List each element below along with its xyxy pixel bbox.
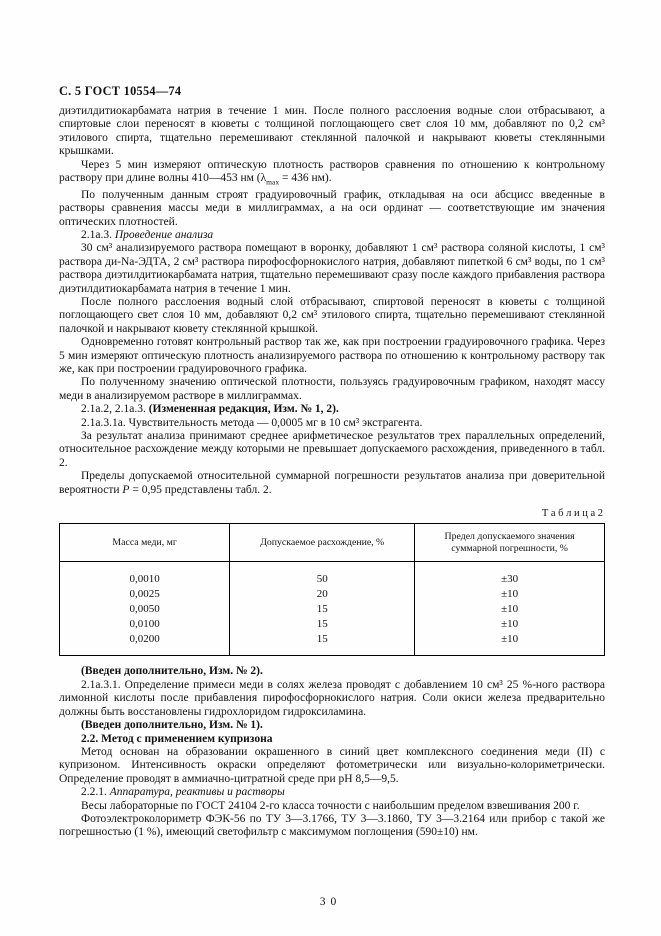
table-label: Т а б л и ц а 2 <box>541 508 603 520</box>
paragraph-result-average <box>59 430 605 470</box>
paragraph-error-limits <box>59 470 605 497</box>
limits-table <box>59 523 605 656</box>
section-heading-2-1a-3 <box>59 229 605 242</box>
limits-table-head <box>60 524 605 562</box>
table-cell: 0,0050 <box>60 602 230 617</box>
table-header-cell: Предел допускаемого значения суммарной погрешности, % <box>415 524 605 562</box>
document-body <box>59 105 605 840</box>
text-run: Весы лабораторные по ГОСТ 24104 2-го класса точности с наибольшим пределом взвешивания 200 г. <box>81 799 580 812</box>
table-cell: ±10 <box>415 632 605 656</box>
paragraph-iron-salts <box>59 679 605 719</box>
paragraph-copper-mass <box>59 376 605 403</box>
text-run: 2.1а.3.1а. Чувствительность метода — 0,0005 мг в 10 см³ экстрагента. <box>81 416 423 429</box>
table-row <box>60 602 605 617</box>
table-cell: ±10 <box>415 617 605 632</box>
page-number: 30 <box>319 896 342 908</box>
limits-table-body <box>60 562 605 656</box>
text-run: По полученному значению оптической плотности, пользуясь градуировочным графиком, находят массу меди в анализируемом растворе в миллиграммах. <box>59 376 605 402</box>
paragraph-calibration-graph <box>59 189 605 229</box>
text-run: По полученным данным строят градуировочный график, откладывая на оси абсцисс введенные в растворы сравнения массы меди в миллиграммах, а на оси ординат — соответствующие им значения оптических плотностей. <box>59 188 605 228</box>
paragraph-optical-density <box>59 159 605 189</box>
text-run: 2.1а.3. <box>81 228 115 241</box>
paragraph-analysis-procedure <box>59 242 605 296</box>
table-cell: 0,0100 <box>60 617 230 632</box>
paragraph-lab-scales <box>59 800 605 813</box>
text-run: За результат анализа принимают среднее арифметическое результатов трех параллельных определений, относительное расхождение между которыми не превышает допускаемого расхождения, приведенного в табл. 2. <box>59 430 605 469</box>
table-cell: ±10 <box>415 602 605 617</box>
text-run: Р <box>122 483 130 496</box>
table-wrap <box>59 523 605 656</box>
text-run: (Введен дополнительно, Изм. № 1). <box>81 719 263 732</box>
text-run: (Измененная редакция, Изм. № 1, 2). <box>148 403 339 416</box>
table-cell: 50 <box>230 562 415 588</box>
paragraph-amendment-note <box>59 403 605 416</box>
table-header-row <box>60 524 605 562</box>
table-cell: ±10 <box>415 587 605 602</box>
table-header-cell: Допускаемое расхождение, % <box>230 524 415 562</box>
table-cell: 0,0200 <box>60 632 230 656</box>
page-header: С. 5 ГОСТ 10554—74 <box>59 84 182 98</box>
paragraph-control-solution <box>59 336 605 376</box>
paragraph-introduced-note-1 <box>59 719 605 732</box>
table-cell: 20 <box>230 587 415 602</box>
table-cell: 15 <box>230 617 415 632</box>
text-run: (Введен дополнительно, Изм. № 2). <box>81 665 263 678</box>
paragraphs-before <box>59 105 605 497</box>
paragraph-layer-separation <box>59 296 605 336</box>
paragraph-introduced-note-2 <box>59 665 605 678</box>
paragraphs-after <box>59 665 605 839</box>
paragraph-sensitivity <box>59 417 605 430</box>
section-heading-2-2-1 <box>59 786 605 799</box>
text-run: max <box>266 177 280 187</box>
text-run: Аппаратура, реактивы и растворы <box>109 786 285 799</box>
text-run: Проведение анализа <box>114 228 214 241</box>
text-run: Фотоэлектроколориметр ФЭК-56 по ТУ 3—3.1766, ТУ 3—3.1860, ТУ 3—3.2164 или прибор с такой же погрешностью (1 %), имеющий светофильтр с максимумом поглощения (590±10) нм. <box>59 812 605 839</box>
table-cell: 0,0010 <box>60 562 230 588</box>
table-cell: ±30 <box>415 562 605 588</box>
table-row <box>60 587 605 602</box>
table-row <box>60 562 605 588</box>
table-cell: 0,0025 <box>60 587 230 602</box>
table-row <box>60 632 605 656</box>
text-run: Одновременно готовят контрольный раствор так же, как при построении градуировочного графика. Через 5 мин измеряют оптическую плотность анализируемого раствора по отношению к контрольному раствору так же, как при построении градуировочного графика. <box>59 336 605 376</box>
text-run: 30 см³ анализируемого раствора помещают в воронку, добавляют 1 см³ раствора соляной кислоты, 1 см³ раствора ди-Na-ЭДТА, 2 см³ раствора пирофосфорнокислого натрия, добавляют пипеткой 6 см³ воды, по 1 см³ раствора диэтилдитиокарбамата натрия, тщательно перемешивают сразу после каждого прибавления раствора диэтилдитиокарбамата натрия в течение 1 мин. <box>59 242 605 295</box>
table-cell: 15 <box>230 602 415 617</box>
text-run: = 0,95 представлены табл. 2. <box>129 483 272 496</box>
table-cell: 15 <box>230 632 415 656</box>
text-run: 2.1а.3.1. Определение примеси меди в солях железа проводят с добавлением 10 см³ 25 %-ного раствора лимонной кислоты после прибавления пирофосфорнокислого натрия. Соли окиси железа предварительно должны быть восстановлены гидрохлоридом гидроксиламина. <box>59 678 605 718</box>
text-run: После полного расслоения водный слой отбрасывают, спиртовой переносят в кюветы с толщиной поглощающего свет слоя 10 мм, добавляют 0,2 см³ этилового спирта, тщательно перемешивают стеклянной палочкой и накрывают кювету стеклянной крышкой. <box>59 295 605 335</box>
text-run: 2.2. Метод с применением купризона <box>81 732 273 745</box>
text-run: диэтилдитиокарбамата натрия в течение 1 мин. После полного расслоения водные слои отбрасывают, а спиртовые слои переносят в кюветы с толщиной поглощающего свет слоя 10 мм, добавляют по 0,2 см³ этилового спирта, тщательно перемешивают стеклянной палочкой и накрывают кюветы стеклянными крышками. <box>59 105 605 158</box>
table-header-cell: Масса меди, мг <box>60 524 230 562</box>
text-run: 2.2.1. <box>81 786 110 799</box>
continuation-paragraph <box>59 105 605 159</box>
paragraph-cuprizone-method <box>59 746 605 786</box>
text-run: Метод основан на образовании окрашенного в синий цвет комплексного соединения меди (II) с купризоном. Интенсивность окраски определяют фотометрически или визуально-колориметрически. Определение проводят в аммиачно-цитратной среде при рН 8,5—9,5. <box>59 745 605 785</box>
paragraph-photocolorimeter <box>59 813 605 840</box>
text-run: Через 5 мин измеряют оптическую плотность растворов сравнения по отношению к контрольному раствору при длине волны 410—453 нм (λ <box>59 158 605 185</box>
section-heading-2-2 <box>59 733 605 746</box>
text-run: = 436 нм). <box>279 172 332 185</box>
text-run: 2.1а.2, 2.1а.3. <box>81 403 149 416</box>
text-run: Пределы допускаемой относительной суммарной погрешности результатов анализа при доверительной вероятности <box>59 470 605 496</box>
table-row <box>60 617 605 632</box>
